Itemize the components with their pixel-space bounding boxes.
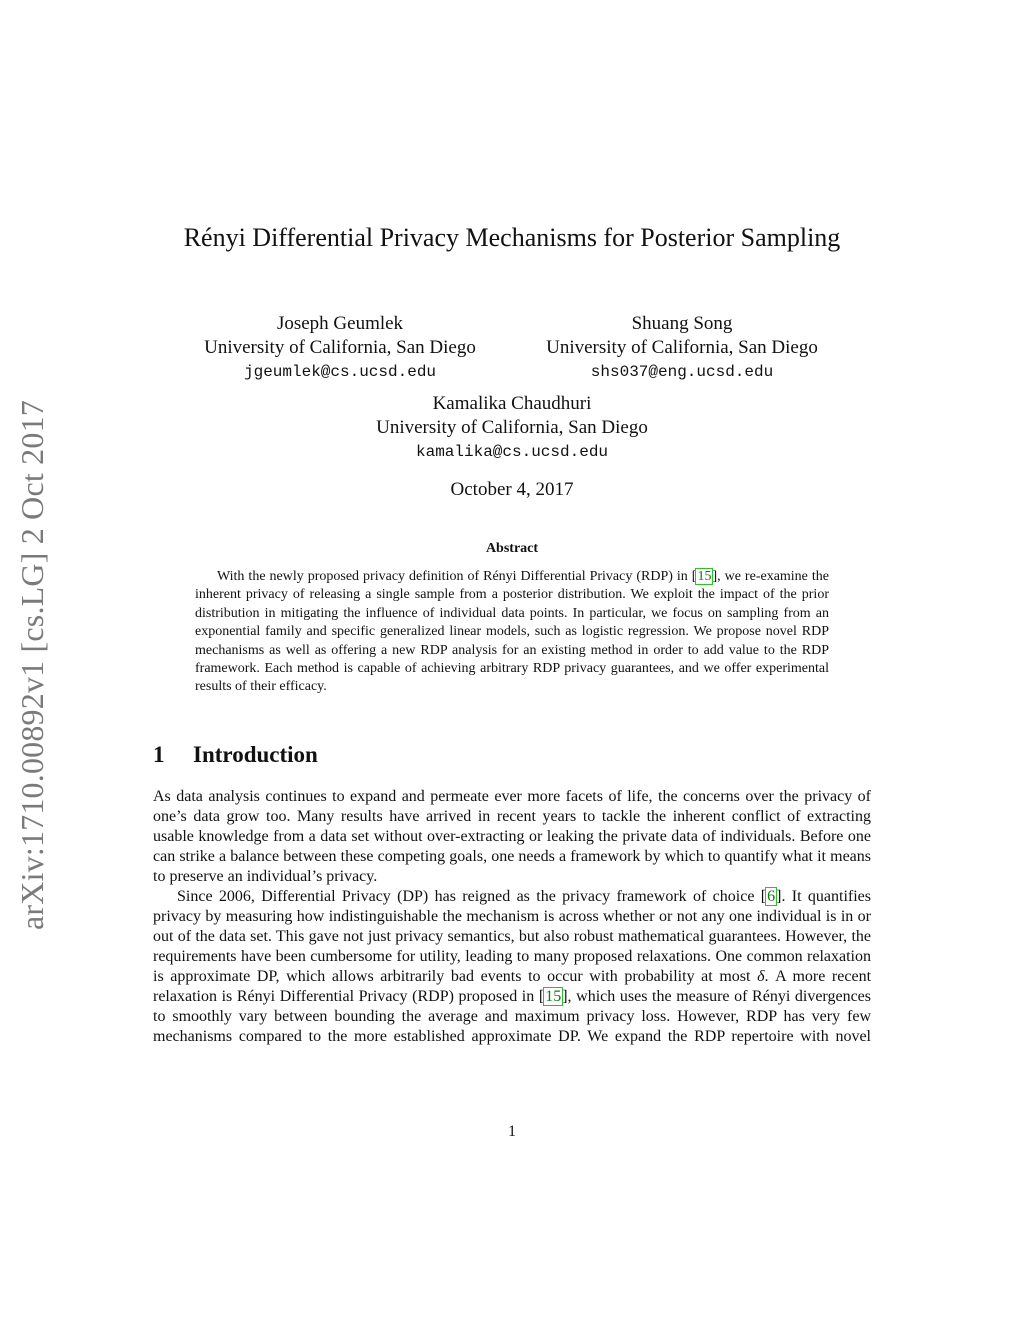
author-block xyxy=(312,392,712,464)
paragraph-text: Since 2006, Differential Privacy (DP) has reigned as the privacy framework of choice xyxy=(177,888,761,905)
citation-link[interactable]: 6 xyxy=(767,888,776,905)
author-name: Shuang Song xyxy=(631,313,733,334)
paper-title: Rényi Differential Privacy Mechanisms for Posterior Sampling xyxy=(183,223,841,252)
author-block xyxy=(180,312,500,384)
abstract-text: With the newly proposed privacy definition of Rényi Differential Privacy (RDP) in xyxy=(217,569,692,584)
arxiv-identifier-stamp: arXiv:1710.00892v1 [cs.LG] 2 Oct 2017 xyxy=(14,400,50,930)
author-email[interactable]: kamalika@cs.ucsd.edu xyxy=(415,443,609,461)
section-heading xyxy=(153,742,318,768)
body-paragraph: Since 2006, Differential Privacy (DP) has reigned as the privacy framework of choice [6]. It quantifies privacy by measuring how indistinguishable the mechanism is across whether or not any one individual is in or out of the data set. This gave not just privacy semantics, but also robust mathematical guarantees. However, the requirements have been cumbersome for utility, leading to many proposed relaxations. One common relaxation is approximate DP, which allows arbitrarily bad events to occur with probability at most δ. A more recent relaxation is Rényi Differential Privacy (RDP) proposed in [15], which uses the measure of Rényi divergences to smoothly vary between bounding the average and maximum privacy loss. However, RDP has very few mechanisms compared to the more established approximate DP. We expand the RDP repertoire with novel xyxy=(153,888,872,1045)
author-affiliation: University of California, San Diego xyxy=(204,337,476,358)
author-name: Joseph Geumlek xyxy=(276,313,404,334)
paragraph-text: , which uses the measure of Rényi divergences to smoothly vary between bounding the average and maximum privacy loss. However, RDP has very few mechanisms compared to the more established approximate DP. We expand the RDP repertoire with novel xyxy=(153,988,872,1045)
paragraph-text: . It quantifies privacy by measuring how indistinguishable the mechanism is across whether or not any one individual is in or out of the data set. This gave not just privacy semantics, but also robust mathematical guarantees. However, the requirements have been cumbersome for utility, leading to many proposed relaxations. One common relaxation is approximate DP, which allows arbitrarily bad events to occur with probability at most xyxy=(153,888,871,985)
delta-symbol: δ xyxy=(757,968,765,985)
author-email[interactable]: jgeumlek@cs.ucsd.edu xyxy=(243,363,437,381)
abstract-body: With the newly proposed privacy definition of Rényi Differential Privacy (RDP) in [15], we re-examine the inherent privacy of releasing a single sample from a posterior distribution. We exploit the impact of the prior distribution in mitigating the influence of individual data points. In particular, we focus on sampling from an exponential family and specific generalized linear models, such as logistic regression. We propose novel RDP mechanisms as well as offering a new RDP analysis for an existing method in order to add value to the RDP framework. Each method is capable of achieving arbitrary RDP privacy guarantees, and we offer experimental results of their efficacy. xyxy=(195,569,829,695)
author-affiliation: University of California, San Diego xyxy=(546,337,818,358)
author-name: Kamalika Chaudhuri xyxy=(432,393,592,414)
section-number: 1 xyxy=(153,742,165,767)
page-number: 1 xyxy=(508,1123,516,1140)
abstract-heading: Abstract xyxy=(485,541,539,556)
citation-link[interactable]: 15 xyxy=(697,569,712,584)
abstract-text: , we re-examine the inherent privacy of releasing a single sample from a posterior distribution. We exploit the impact of the prior distribution in mitigating the influence of individual data points. In particular, we focus on sampling from an exponential family and specific generalized linear models, such as logistic regression. We propose novel RDP mechanisms as well as offering a new RDP analysis for an existing method in order to add value to the RDP framework. Each method is capable of achieving arbitrary RDP privacy guarantees, and we offer experimental results of their efficacy. xyxy=(195,569,829,695)
author-block xyxy=(522,312,842,384)
paragraph-text: . A more recent relaxation is Rényi Differential Privacy (RDP) proposed in xyxy=(153,968,872,1005)
body-paragraph: As data analysis continues to expand and permeate ever more facets of life, the concerns over the privacy of one’s data grow too. Many results have arrived in recent years to tackle the inherent conflict of extracting usable knowledge from a data set without over-extracting or leaking the private data of individuals. Before one can strike a balance between these competing goals, one needs a framework by which to quantify what it means to preserve an individual’s privacy. xyxy=(153,788,871,885)
section-title: Introduction xyxy=(193,742,318,767)
author-affiliation: University of California, San Diego xyxy=(376,417,648,438)
citation-link[interactable]: 15 xyxy=(545,988,562,1005)
publication-date: October 4, 2017 xyxy=(450,479,574,500)
author-email[interactable]: shs037@eng.ucsd.edu xyxy=(590,363,774,381)
